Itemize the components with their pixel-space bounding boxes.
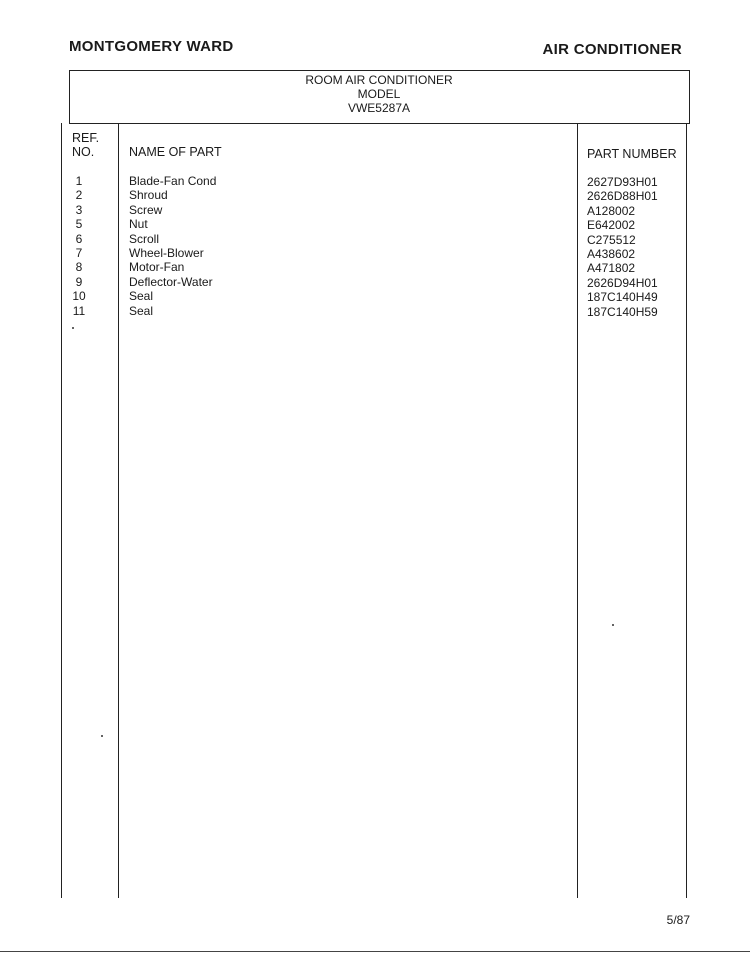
table-row-ref: 9 xyxy=(75,274,83,289)
product-category: AIR CONDITIONER xyxy=(542,41,682,58)
table-row-part-number: A128002 xyxy=(587,203,636,218)
table-row-part-number: A438602 xyxy=(587,246,636,261)
ref-header-line-2: NO. xyxy=(72,145,95,159)
table-row-part-number: 2626D88H01 xyxy=(587,189,658,204)
table-row-ref: 1 xyxy=(75,174,83,188)
scan-speck xyxy=(612,624,614,626)
table-row-ref: 11 xyxy=(72,303,86,318)
table-row-ref: 7 xyxy=(75,245,83,260)
table-top-border xyxy=(69,70,690,71)
table-row-name: Shroud xyxy=(129,188,168,203)
title-bottom-border xyxy=(69,123,690,124)
scan-speck xyxy=(72,327,74,329)
brand-name: MONTGOMERY WARD xyxy=(69,38,234,55)
scan-speck xyxy=(101,735,103,737)
title-line-3: VWE5287A xyxy=(347,101,411,115)
table-row-part-number: 187C140H49 xyxy=(587,290,658,305)
title-line-1: ROOM AIR CONDITIONER xyxy=(305,73,453,87)
table-row-name: Wheel-Blower xyxy=(129,245,204,260)
right-outer-rule xyxy=(686,123,687,898)
table-row-ref: 6 xyxy=(75,231,83,246)
table-row-name: Nut xyxy=(129,217,148,232)
part-number-column-divider xyxy=(577,123,578,898)
table-row-name: Scroll xyxy=(129,231,160,246)
table-row-name: Screw xyxy=(129,202,163,217)
table-row-ref: 5 xyxy=(75,217,83,232)
table-row-part-number: E642002 xyxy=(587,218,636,233)
table-row-name: Seal xyxy=(129,289,154,304)
part-number-column xyxy=(587,175,658,319)
ref-header-line-1: REF. xyxy=(72,131,100,145)
title-line-2: MODEL xyxy=(357,87,401,101)
table-row-part-number: 2627D93H01 xyxy=(587,175,658,189)
table-row-name: Motor-Fan xyxy=(129,260,185,275)
table-row-ref: 2 xyxy=(75,188,83,203)
left-outer-rule xyxy=(61,123,62,898)
table-row-name: Blade-Fan Cond xyxy=(129,174,217,188)
table-row-ref: 8 xyxy=(75,260,83,275)
page-code: 5/87 xyxy=(666,913,690,927)
table-row-part-number: 2626D94H01 xyxy=(587,275,658,290)
page-bottom-rule xyxy=(0,951,750,952)
table-row-part-number: A471802 xyxy=(587,261,636,276)
part-name-column xyxy=(129,174,216,318)
table-row-ref: 10 xyxy=(72,289,86,304)
table-right-border xyxy=(689,70,690,124)
name-header: NAME OF PART xyxy=(129,145,222,159)
table-row-name: Deflector-Water xyxy=(129,274,213,289)
table-row-part-number: C275512 xyxy=(587,232,636,247)
table-row-ref: 3 xyxy=(75,202,83,217)
ref-column-divider xyxy=(118,123,119,898)
table-row-name: Seal xyxy=(129,303,154,318)
ref-number-column xyxy=(66,174,92,318)
table-row-part-number: 187C140H59 xyxy=(587,304,658,319)
part-number-header: PART NUMBER xyxy=(587,147,677,161)
